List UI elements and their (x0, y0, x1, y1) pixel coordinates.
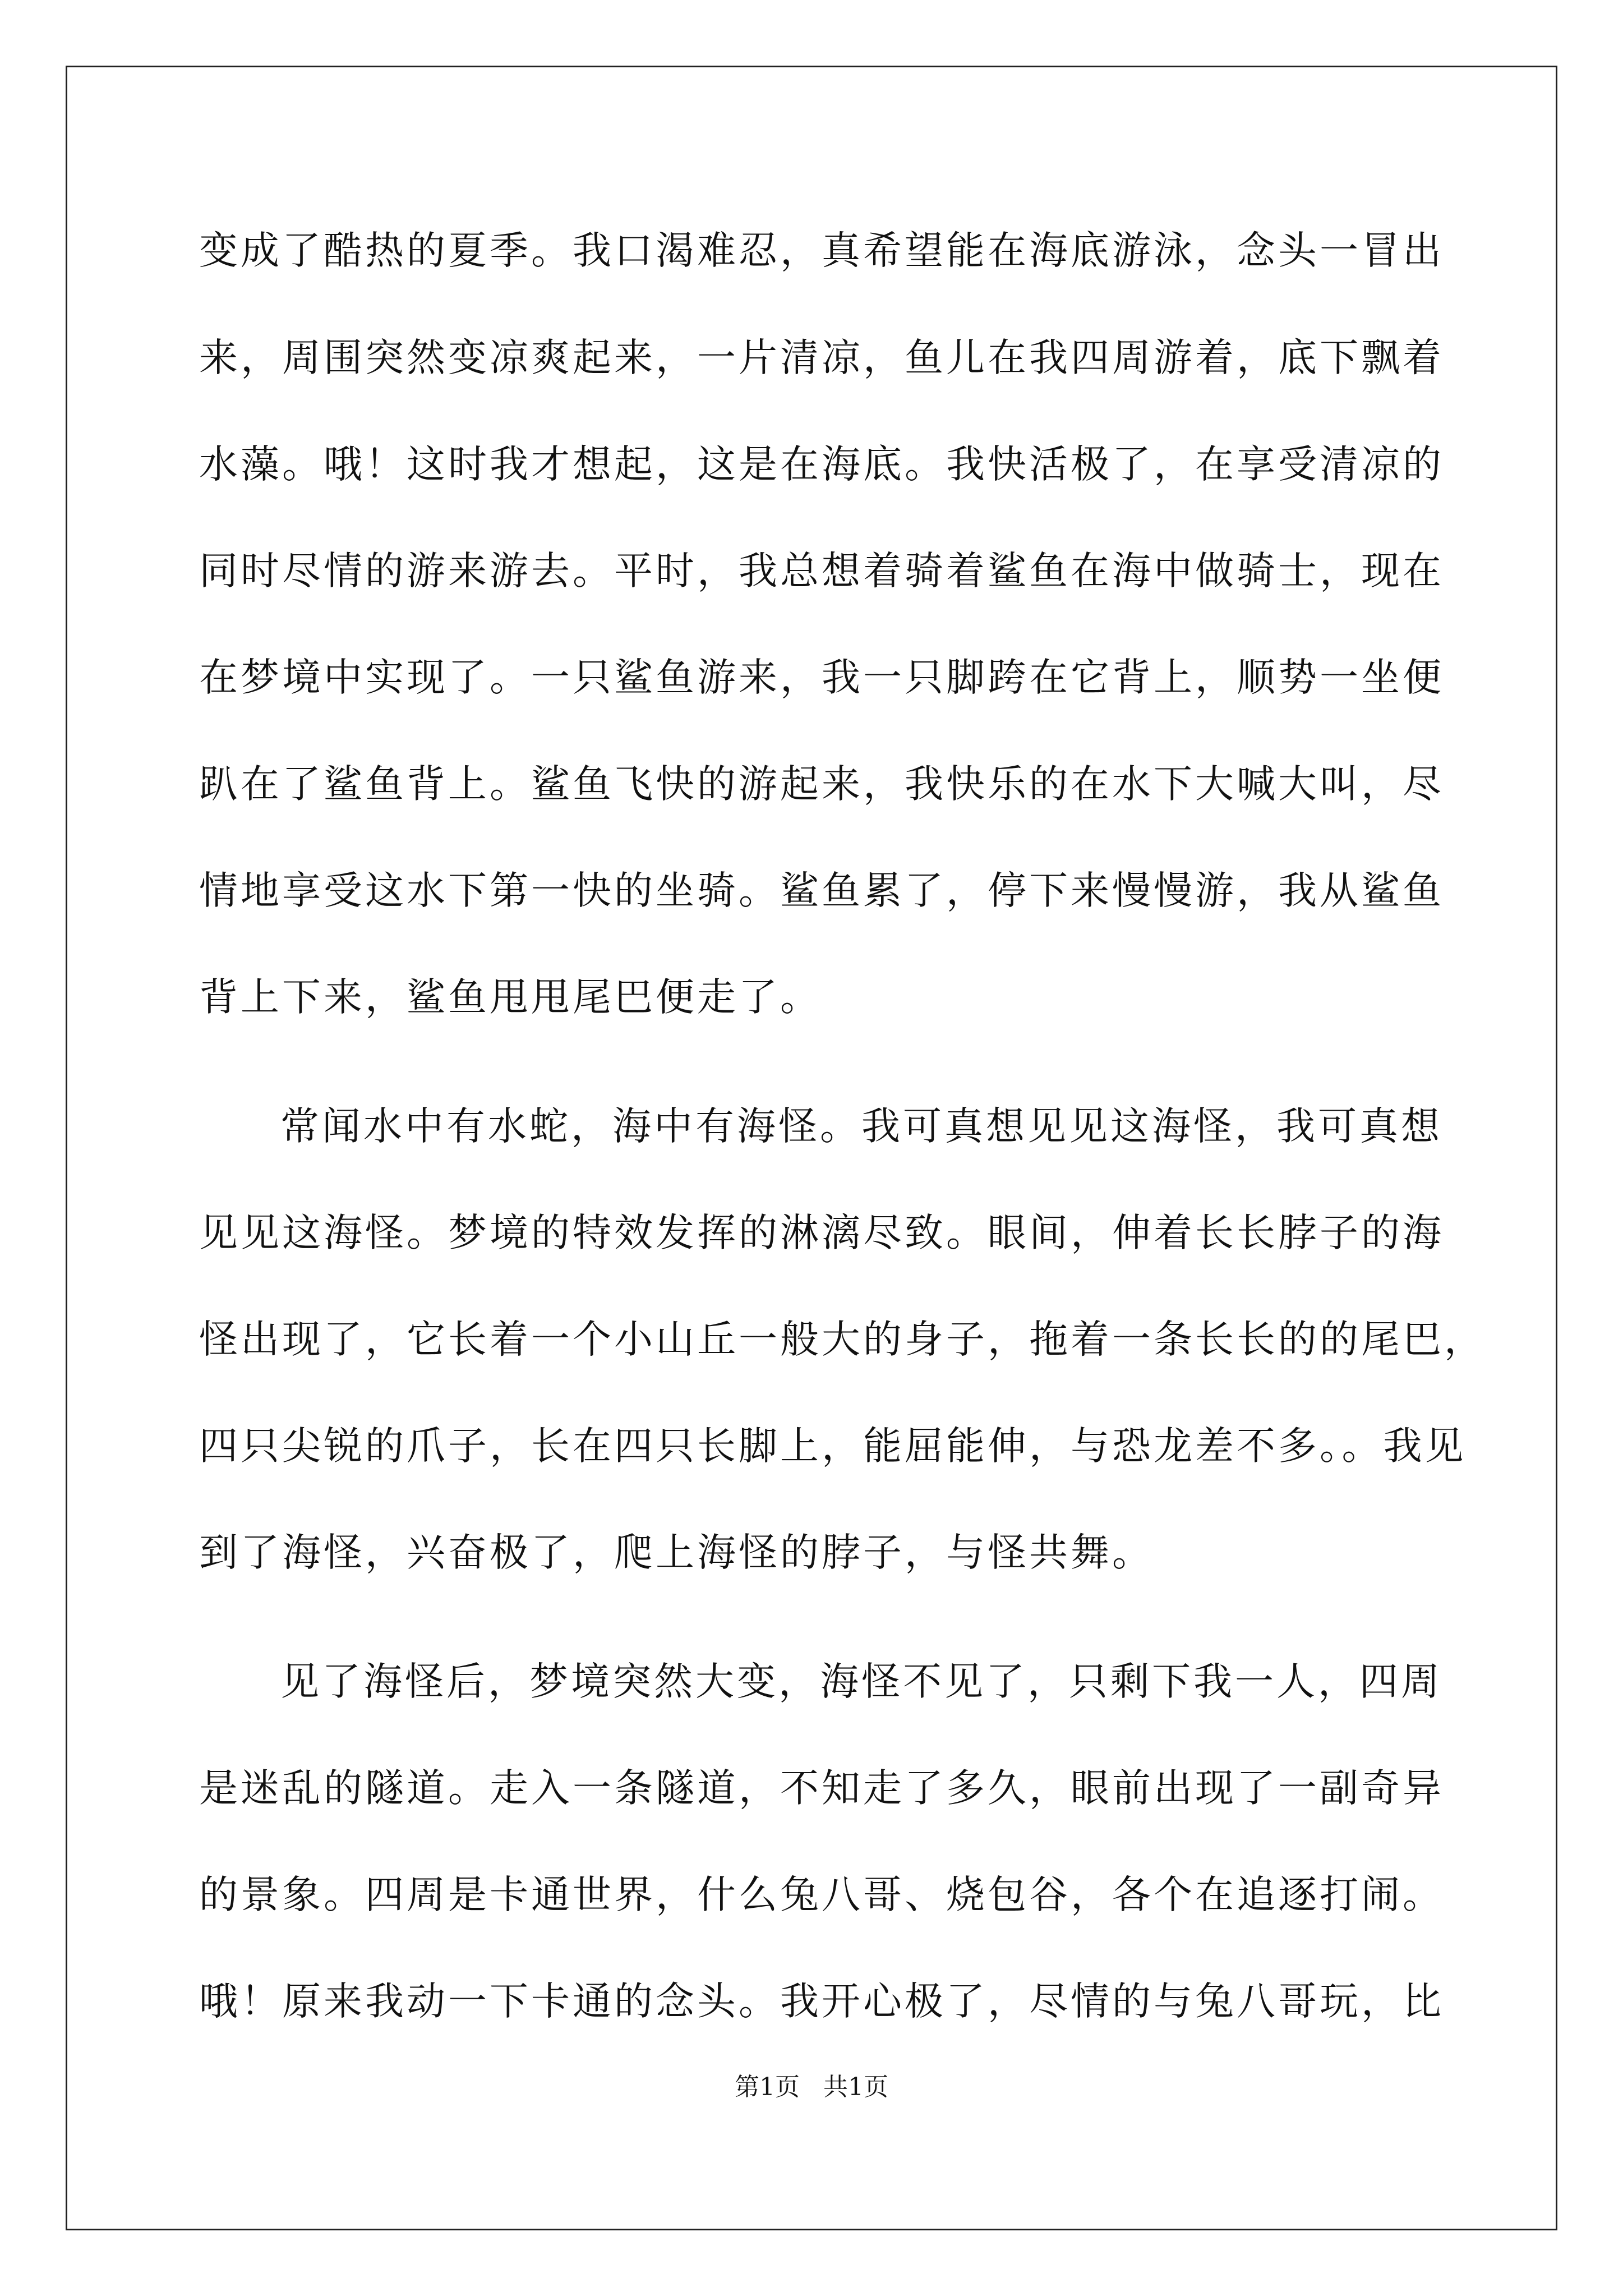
text-line: 情地享受这水下第一快的坐骑。鲨鱼累了，停下来慢慢游，我从鲨鱼 (199, 868, 1444, 913)
text-line: 见了海怪后，梦境突然大变，海怪不见了，只剩下我一人，四周 (280, 1659, 1442, 1704)
text-line: 是迷乱的隧道。走入一条隧道，不知走了多久，眼前出现了一副奇异 (199, 1766, 1444, 1811)
text-line: 来，周围突然变凉爽起来，一片清凉，鱼儿在我四周游着，底下飘着 (199, 335, 1444, 380)
text-line: 四只尖锐的爪子，长在四只长脚上，能屈能伸，与恐龙差不多。。我见 (199, 1424, 1467, 1469)
text-line: 变成了酷热的夏季。我口渴难忍，真希望能在海底游泳，念头一冒出 (199, 228, 1444, 273)
text-line: 哦！原来我动一下卡通的念头。我开心极了，尽情的与兔八哥玩，比 (199, 1979, 1444, 2024)
text-line: 见见这海怪。梦境的特效发挥的淋漓尽致。眼间，伸着长长脖子的海 (199, 1211, 1444, 1255)
text-line: 水藻。哦！这时我才想起，这是在海底。我快活极了，在享受清凉的 (199, 442, 1444, 487)
text-line: 怪出现了，它长着一个小山丘一般大的身子，拖着一条长长的的尾巴， (199, 1317, 1486, 1362)
text-line: 背上下来，鲨鱼甩甩尾巴便走了。 (199, 975, 822, 1020)
text-line: 在梦境中实现了。一只鲨鱼游来，我一只脚跨在它背上，顺势一坐便 (199, 655, 1444, 700)
text-line: 同时尽情的游来游去。平时，我总想着骑着鲨鱼在海中做骑士，现在 (199, 549, 1444, 593)
text-line: 的景象。四周是卡通世界，什么兔八哥、烧包谷，各个在追逐打闹。 (199, 1872, 1444, 1917)
text-line: 常闻水中有水蛇，海中有海怪。我可真想见见这海怪，我可真想 (280, 1104, 1442, 1149)
text-line: 到了海怪，兴奋极了，爬上海怪的脖子，与怪共舞。 (199, 1530, 1154, 1575)
text-line: 趴在了鲨鱼背上。鲨鱼飞快的游起来，我快乐的在水下大喊大叫，尽 (199, 762, 1444, 807)
page-number-footer: 第1页 共1页 (735, 2073, 888, 2101)
